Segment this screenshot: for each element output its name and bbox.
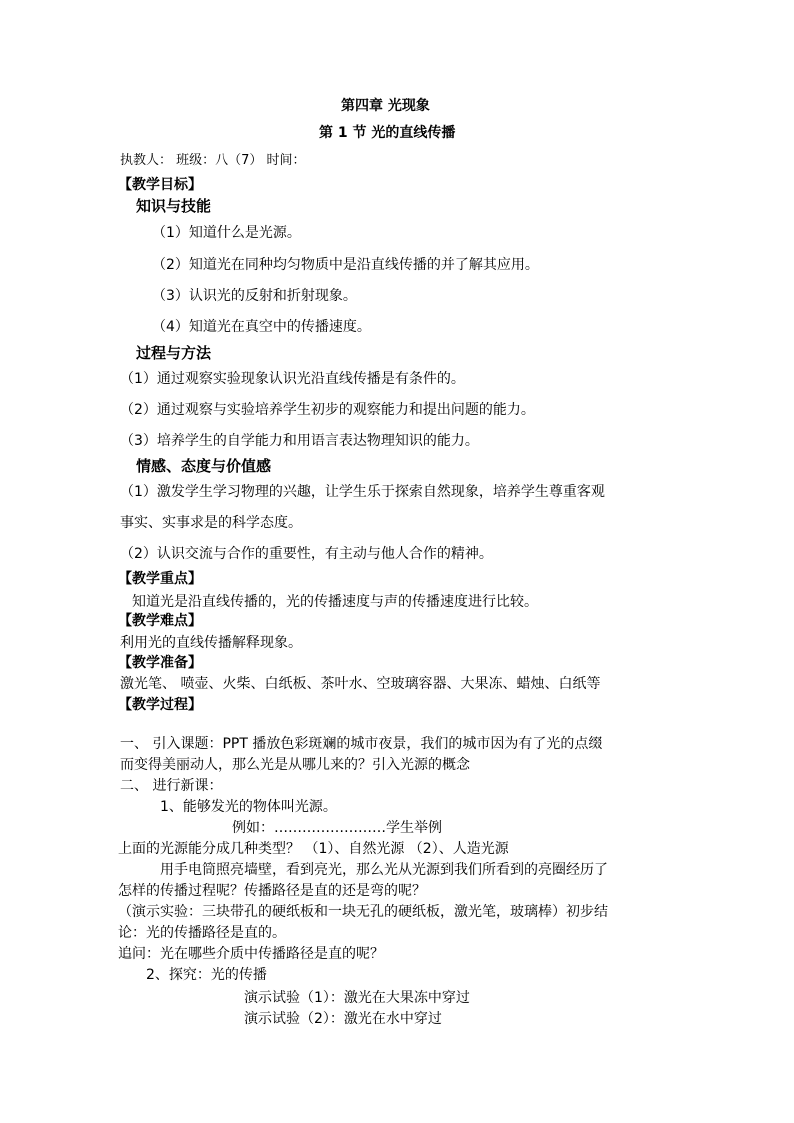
chapter-title: 第四章 光现象 — [341, 98, 430, 114]
process-item: （2）通过观察与实验培养学生初步的观察能力和提出问题的能力。 — [120, 402, 535, 418]
procedure-line: 例如：……………………学生举例 — [232, 820, 442, 836]
procedure-line: 二、 进行新课： — [120, 778, 223, 794]
procedure-line: 2、探究：光的传播 — [146, 967, 267, 983]
emotion-item: （2）认识交流与合作的重要性，有主动与他人合作的精神。 — [120, 546, 493, 562]
section-title: 第 1 节 光的直线传播 — [319, 125, 456, 141]
process-item: （1）通过观察实验现象认识光沿直线传播是有条件的。 — [120, 371, 465, 387]
procedure-line: 用手电筒照亮墙壁，看到亮光，那么光从光源到我们所看到的亮圈经历了 — [160, 862, 608, 878]
emotion-heading: 情感、态度与价值感 — [136, 457, 272, 475]
procedure-line: 一、 引入课题：PPT 播放色彩斑斓的城市夜景，我们的城市因为有了光的点缀 — [120, 736, 603, 752]
procedure-line: 怎样的传播过程呢？传播路径是直的还是弯的呢？ — [118, 883, 426, 899]
procedure-line: 上面的光源能分成几种类型？ （1）、自然光源 （2）、人造光源 — [118, 841, 509, 857]
keypoints-heading: 【教学重点】 — [118, 571, 202, 587]
keypoints-text: 知道光是沿直线传播的，光的传播速度与声的传播速度进行比较。 — [132, 594, 538, 610]
emotion-item: 事实、实事求是的科学态度。 — [120, 515, 302, 531]
preparation-heading: 【教学准备】 — [118, 655, 202, 671]
meta-line: 执教人： 班级：八（7） 时间： — [120, 153, 306, 168]
emotion-item: （1）激发学生学习物理的兴趣，让学生乐于探索自然现象，培养学生尊重客观 — [120, 484, 605, 500]
procedure-line: 演示试验（1）：激光在大果冻中穿过 — [244, 990, 470, 1006]
preparation-text: 激光笔、 喷壶、火柴、白纸板、茶叶水、空玻璃容器、大果冻、蜡烛、白纸等 — [120, 676, 601, 692]
procedure-heading: 【教学过程】 — [118, 697, 202, 713]
procedure-line: 追问：光在哪些介质中传播路径是直的呢？ — [118, 946, 384, 962]
process-item: （3）培养学生的自学能力和用语言表达物理知识的能力。 — [120, 433, 479, 449]
procedure-line: 而变得美丽动人，那么光是从哪儿来的？引入光源的概念 — [120, 757, 470, 773]
knowledge-item: （4）知道光在真空中的传播速度。 — [152, 319, 371, 335]
knowledge-item: （3）认识光的反射和折射现象。 — [152, 288, 357, 304]
procedure-line: （演示实验：三块带孔的硬纸板和一块无孔的硬纸板，激光笔，玻璃棒）初步结 — [118, 904, 608, 920]
procedure-line: 论：光的传播路径是直的。 — [118, 925, 286, 941]
knowledge-item: （1）知道什么是光源。 — [152, 225, 301, 241]
difficulties-heading: 【教学难点】 — [118, 613, 202, 629]
process-heading: 过程与方法 — [136, 344, 212, 362]
procedure-line: 演示试验（2）：激光在水中穿过 — [244, 1011, 442, 1027]
objectives-heading: 【教学目标】 — [118, 177, 202, 193]
knowledge-heading: 知识与技能 — [136, 197, 212, 215]
knowledge-item: （2）知道光在同种均匀物质中是沿直线传播的并了解其应用。 — [152, 257, 539, 273]
difficulties-text: 利用光的直线传播解释现象。 — [120, 635, 302, 651]
procedure-line: 1、能够发光的物体叫光源。 — [160, 799, 337, 815]
